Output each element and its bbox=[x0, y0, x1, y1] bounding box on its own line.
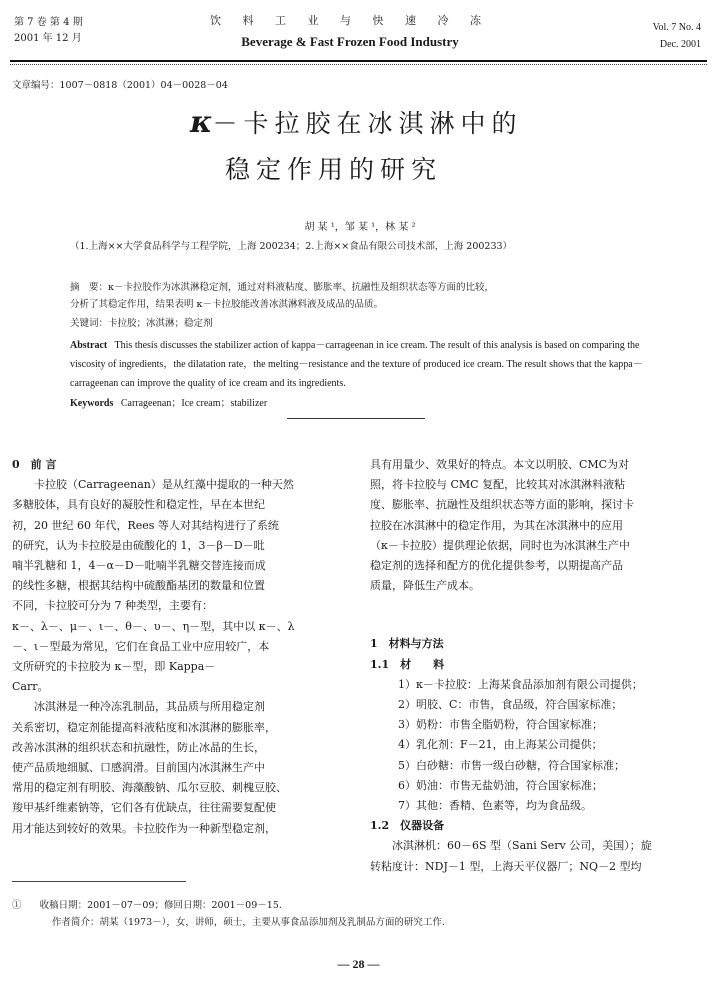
body-left-line: 多糖胶体，具有良好的凝胶性和稳定性，早在本世纪 bbox=[12, 498, 265, 512]
abstract-cn-line2: 分析了其稳定作用，结果表明 κ－卡拉胶能改善冰淇淋料液及成品的品质。 bbox=[70, 299, 383, 310]
header-rule bbox=[10, 60, 707, 65]
footnote-marker: ① bbox=[12, 900, 22, 911]
body-right-line: 度、膨胀率、抗融性及组织状态等方面的影响，探讨卡 bbox=[370, 498, 634, 512]
materials-item: 1）κ－卡拉胶：上海某食品添加剂有限公司提供； bbox=[398, 677, 643, 691]
body-left-line: Carr。 bbox=[12, 680, 49, 694]
kappa-symbol: κ bbox=[190, 105, 213, 140]
body-left-line: 的研究，认为卡拉胶是由硫酸化的 1，3－β－D－吡 bbox=[12, 538, 265, 552]
body-right-line: 冰淇淋机：60－6S 型（Sani Serv 公司，美国）；旋 bbox=[370, 839, 652, 853]
header-date-en: Dec. 2001 bbox=[659, 39, 701, 50]
subsection-heading-materials: 1.1 材 料 bbox=[370, 657, 445, 671]
footnote-rule bbox=[12, 881, 186, 882]
section-heading-materials: 1 材料与方法 bbox=[370, 637, 444, 651]
body-right-line: 照，将卡拉胶与 CMC 复配，比较其对冰淇淋料液粘 bbox=[370, 478, 626, 492]
footnote-author-bio: 作者简介：胡某（1973－），女，讲师，硕士，主要从事食品添加剂及乳制品方面的研究工作. bbox=[52, 917, 445, 928]
page-number: — 28 — bbox=[337, 957, 380, 971]
body-left-line: 冰淇淋是一种冷冻乳制品，其品质与所用稳定剂 bbox=[12, 700, 265, 714]
body-left-line: 常用的稳定剂有明胶、海藻酸钠、瓜尔豆胶、刺槐豆胶、 bbox=[12, 781, 287, 795]
journal-title-cn: 饮 料 工 业 与 快 速 冷 冻 bbox=[210, 14, 490, 27]
body-left-line: 喃半乳糖和 1，4－α－D－吡喃半乳糖交替连接而成 bbox=[12, 559, 266, 573]
journal-title-en: Beverage & Fast Frozen Food Industry bbox=[241, 34, 459, 49]
keywords-cn: 关键词：卡拉胶；冰淇淋；稳定剂 bbox=[70, 318, 213, 329]
body-right-line: 转粘度计：NDJ－1 型，上海天平仪器厂；NQ－2 型均 bbox=[370, 859, 642, 873]
body-left-line: 不同，卡拉胶可分为 7 种类型，主要有： bbox=[12, 599, 213, 613]
body-right-column bbox=[370, 455, 700, 877]
header-volume-en: Vol. 7 No. 4 bbox=[652, 22, 701, 33]
keywords-en-label: Keywords bbox=[70, 398, 114, 409]
body-right-line: 拉胶在冰淇淋中的稳定作用，为其在冰淇淋中的应用 bbox=[370, 518, 623, 532]
abstract-divider bbox=[287, 418, 425, 419]
subsection-heading-equipment: 1.2 仪器设备 bbox=[370, 819, 445, 833]
materials-item: 4）乳化剂：F－21，由上海某公司提供； bbox=[398, 738, 603, 752]
section-heading-intro: 0 前 言 bbox=[12, 458, 57, 471]
body-left-line: 改善冰淇淋的组织状态和抗融性，防止冰晶的生长， bbox=[12, 740, 265, 754]
materials-item: 6）奶油：市售无盐奶油，符合国家标准； bbox=[398, 778, 603, 792]
body-left-line: 用才能达到较好的效果。卡拉胶作为一种新型稳定剂， bbox=[12, 821, 276, 835]
body-left-line: 关系密切，稳定剂能提高料液粘度和冰淇淋的膨胀率， bbox=[12, 720, 276, 734]
abstract-en-label: Abstract bbox=[70, 340, 108, 351]
materials-item: 2）明胶、C：市售，食品级，符合国家标准； bbox=[398, 698, 623, 712]
header-date: 2001 年 12 月 bbox=[14, 33, 82, 44]
author-list: 胡 某 ¹，邹 某 ¹，林 某 ² bbox=[304, 222, 416, 233]
article-title-line2: 稳定作用的研究 bbox=[225, 155, 443, 184]
body-left-line: κ－、λ－、μ－、ι－、θ－、υ－、η－型，其中以 κ－、λ bbox=[12, 619, 295, 633]
body-left-line: 的线性多糖，根据其结构中硫酸酯基团的数量和位置 bbox=[12, 579, 265, 593]
article-number: 文章编号：1007－0818（2001）04－0028－04 bbox=[12, 80, 228, 91]
body-left-line: 使产品质地细腻、口感润滑。目前国内冰淇淋生产中 bbox=[12, 761, 265, 775]
footnote-line1 bbox=[12, 897, 672, 914]
header-volume: 第 7 卷 第 4 期 bbox=[14, 17, 83, 28]
header-volume-info bbox=[14, 15, 83, 47]
header-volume-info-en bbox=[653, 19, 701, 53]
article-title-line1 bbox=[190, 104, 530, 140]
journal-title bbox=[190, 12, 510, 50]
body-right-line: （κ－卡拉胶）提供理论依据，同时也为冰淇淋生产中 bbox=[370, 538, 630, 552]
body-left-column bbox=[12, 455, 344, 839]
keywords-en-text: Carrageenan；Ice cream；stabilizer bbox=[120, 398, 268, 409]
body-left-line: 文所研究的卡拉胶为 κ－型，即 Kappa－ bbox=[12, 660, 216, 674]
keywords-en bbox=[70, 394, 660, 409]
body-left-line: 初，20 世纪 60 年代，Rees 等人对其结构进行了系统 bbox=[12, 518, 279, 532]
footnote bbox=[12, 897, 672, 931]
abstract-en-text: This thesis discusses the stabilizer action of kappa－carrageenan in ice cream. The result of this analysis is based on comparing the viscosity of ingredients，the dilatation rate，the melting－resistance and the texture of produced ice cream. The result shows that the kappa－carrageenan can improve the quality of ice cream and its ingredients. bbox=[70, 340, 643, 389]
body-right-line: 具有用量少、效果好的特点。本文以明胶、CMC为对 bbox=[370, 458, 630, 471]
body-left-line: 羧甲基纤维素钠等，它们各有优缺点，往往需要复配使 bbox=[12, 801, 276, 815]
section-spacer bbox=[370, 596, 700, 634]
abstract-en bbox=[70, 336, 660, 393]
abstract-cn-line1: 摘 要：κ－卡拉胶作为冰淇淋稳定剂，通过对料液粘度、膨胀率、抗融性及组织状态等方面的比较， bbox=[70, 282, 494, 293]
affiliations: （1.上海××大学食品科学与工程学院，上海 200234；2.上海××食品有限公司技术部，上海 200233） bbox=[70, 241, 513, 252]
body-left-line: 卡拉胶（Carrageenan）是从红藻中提取的一种天然 bbox=[12, 478, 294, 492]
materials-item: 3）奶粉：市售全脂奶粉，符合国家标准； bbox=[398, 718, 603, 732]
materials-item: 7）其他：香精、色素等，均为食品级。 bbox=[398, 799, 592, 813]
title-line1-text: －卡拉胶在冰淇淋中的 bbox=[212, 109, 523, 138]
body-right-line: 稳定剂的选择和配方的优化提供参考，以期提高产品 bbox=[370, 559, 623, 573]
body-right-line: 质量，降低生产成本。 bbox=[370, 579, 480, 593]
footnote-received-date: 收稿日期：2001－07－09；修回日期：2001－09－15. bbox=[39, 900, 282, 911]
materials-list bbox=[370, 675, 700, 816]
body-left-line: －、ι－型最为常见，它们在食品工业中应用较广，本 bbox=[12, 639, 270, 653]
materials-item: 5）白砂糖：市售一级白砂糖，符合国家标准； bbox=[398, 758, 625, 772]
